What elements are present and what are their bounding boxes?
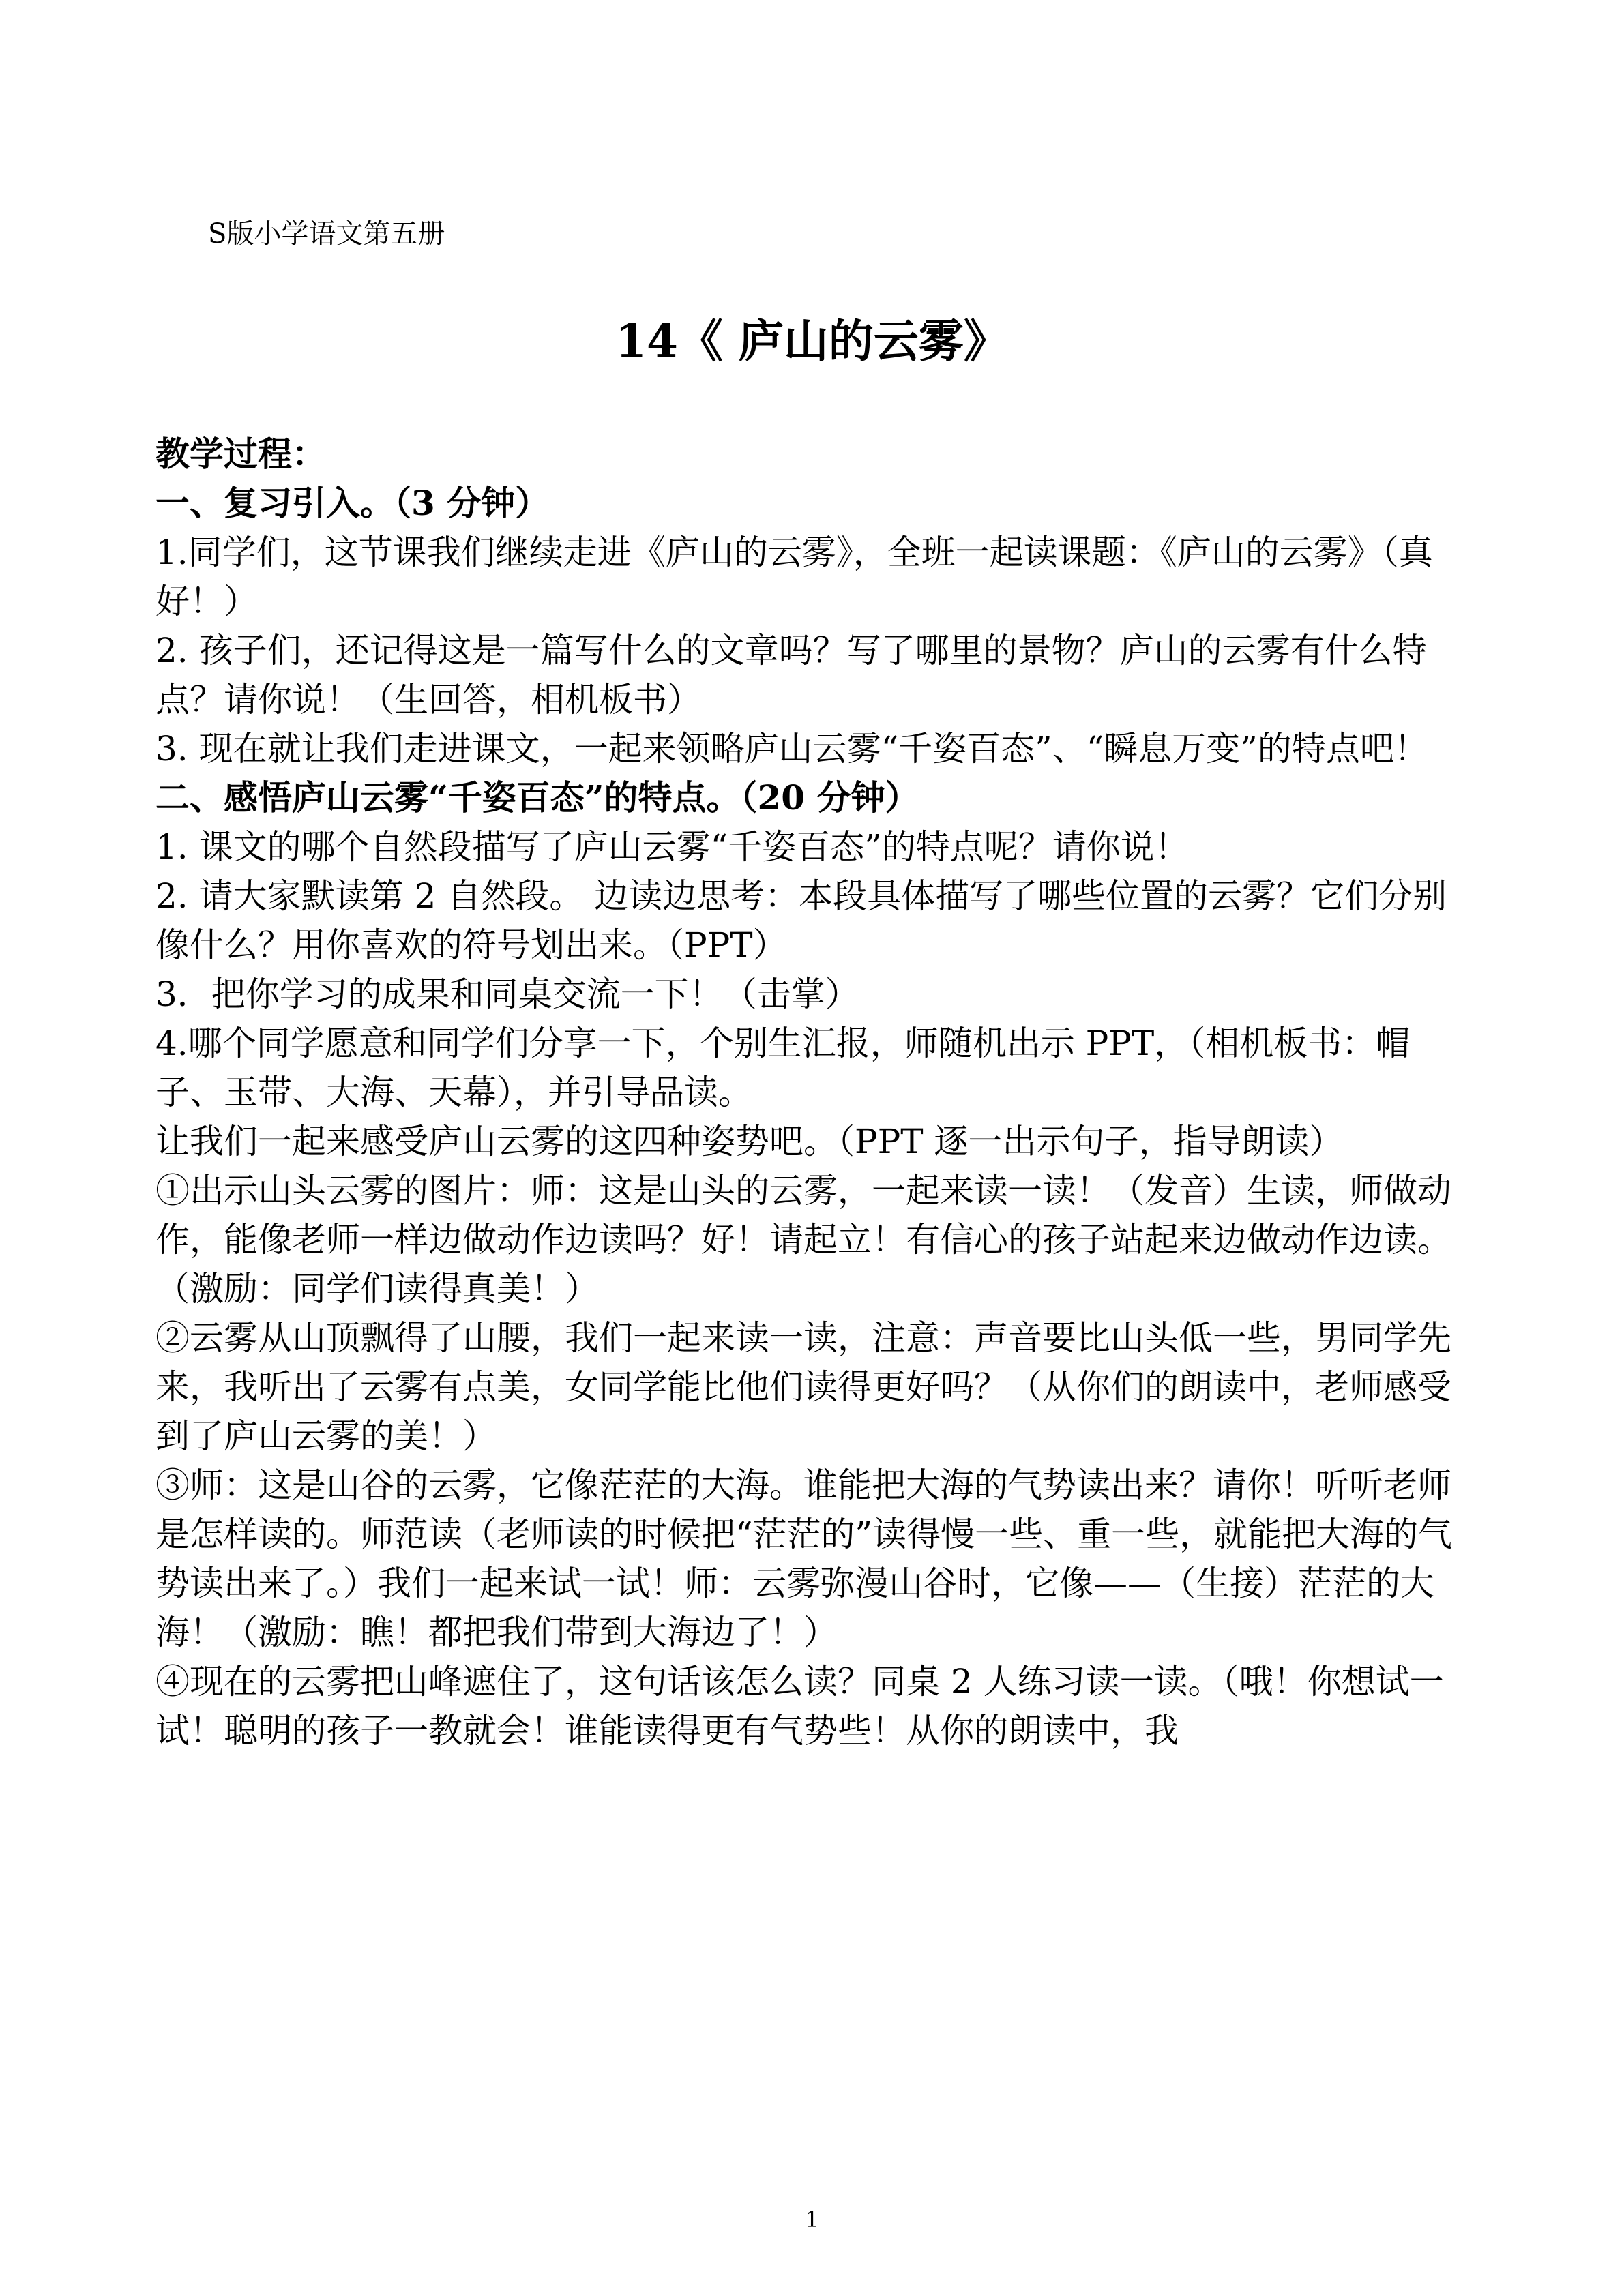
paragraph: 3．把你学习的成果和同桌交流一下！（击掌） xyxy=(156,974,859,1014)
section-heading-review: 一、复习引入。（3 分钟） xyxy=(156,483,550,523)
document-body xyxy=(156,430,1472,1755)
paragraph: 2. 孩子们，还记得这是一篇写什么的文章吗？写了哪里的景物？庐山的云雾有什么特点？请你说！（生回答，相机板书） xyxy=(156,631,1427,719)
header-note: S版小学语文第五册 xyxy=(208,218,445,250)
paragraph: ④现在的云雾把山峰遮住了，这句话该怎么读？同桌 2 人练习读一读。（哦！你想试一试！聪明的孩子一教就会！谁能读得更有气势些！从你的朗读中，我 xyxy=(156,1662,1444,1750)
page-title: 14《 庐山的云雾》 xyxy=(615,314,1009,368)
paragraph: ②云雾从山顶飘得了山腰，我们一起来读一读，注意：声音要比山头低一些，男同学先来，我听出了云雾有点美，女同学能比他们读得更好吗？（从你们的朗读中，老师感受到了庐山云雾的美！） xyxy=(156,1318,1451,1456)
paragraph: ③师：这是山谷的云雾，它像茫茫的大海。谁能把大海的气势读出来？请你！听听老师是怎样读的。师范读（老师读的时候把“茫茫的”读得慢一些、重一些，就能把大海的气势读出来了。）我们一起来试一试！师：云雾弥漫山谷时，它像——（生接）茫茫的大海！（激励：瞧！都把我们带到大海边了！） xyxy=(156,1465,1453,1652)
paragraph: 1. 课文的哪个自然段描写了庐山云雾“千姿百态”的特点呢？请你说！ xyxy=(156,827,1189,867)
paragraph: 让我们一起来感受庐山云雾的这四种姿势吧。（PPT 逐一出示句子，指导朗读） xyxy=(156,1122,1344,1161)
paragraph: ①出示山头云雾的图片：师：这是山头的云雾，一起来读一读！（发音）生读，师做动作，能像老师一样边做动作边读吗？好！请起立！有信心的孩子站起来边做动作边读。（激励：同学们读得真美！） xyxy=(156,1171,1451,1309)
paragraph: 1.同学们，这节课我们继续走进《庐山的云雾》，全班一起读课题：《庐山的云雾》（真好！） xyxy=(156,533,1433,621)
paragraph: 3. 现在就让我们走进课文，一起来领略庐山云雾“千姿百态”、“瞬息万变”的特点吧！ xyxy=(156,729,1428,769)
section-heading-teaching-process: 教学过程： xyxy=(156,434,326,474)
section-heading-appreciation: 二、感悟庐山云雾“千姿百态”的特点。（20 分钟） xyxy=(156,777,919,818)
paragraph: 2. 请大家默读第 2 自然段。 边读边思考：本段具体描写了哪些位置的云雾？它们分别像什么？用你喜欢的符号划出来。（PPT） xyxy=(156,876,1447,965)
paragraph: 4.哪个同学愿意和同学们分享一下，个别生汇报，师随机出示 PPT，（相机板书：帽子、玉带、大海、天幕），并引导品读。 xyxy=(156,1024,1411,1112)
page-number: 1 xyxy=(805,2207,819,2233)
